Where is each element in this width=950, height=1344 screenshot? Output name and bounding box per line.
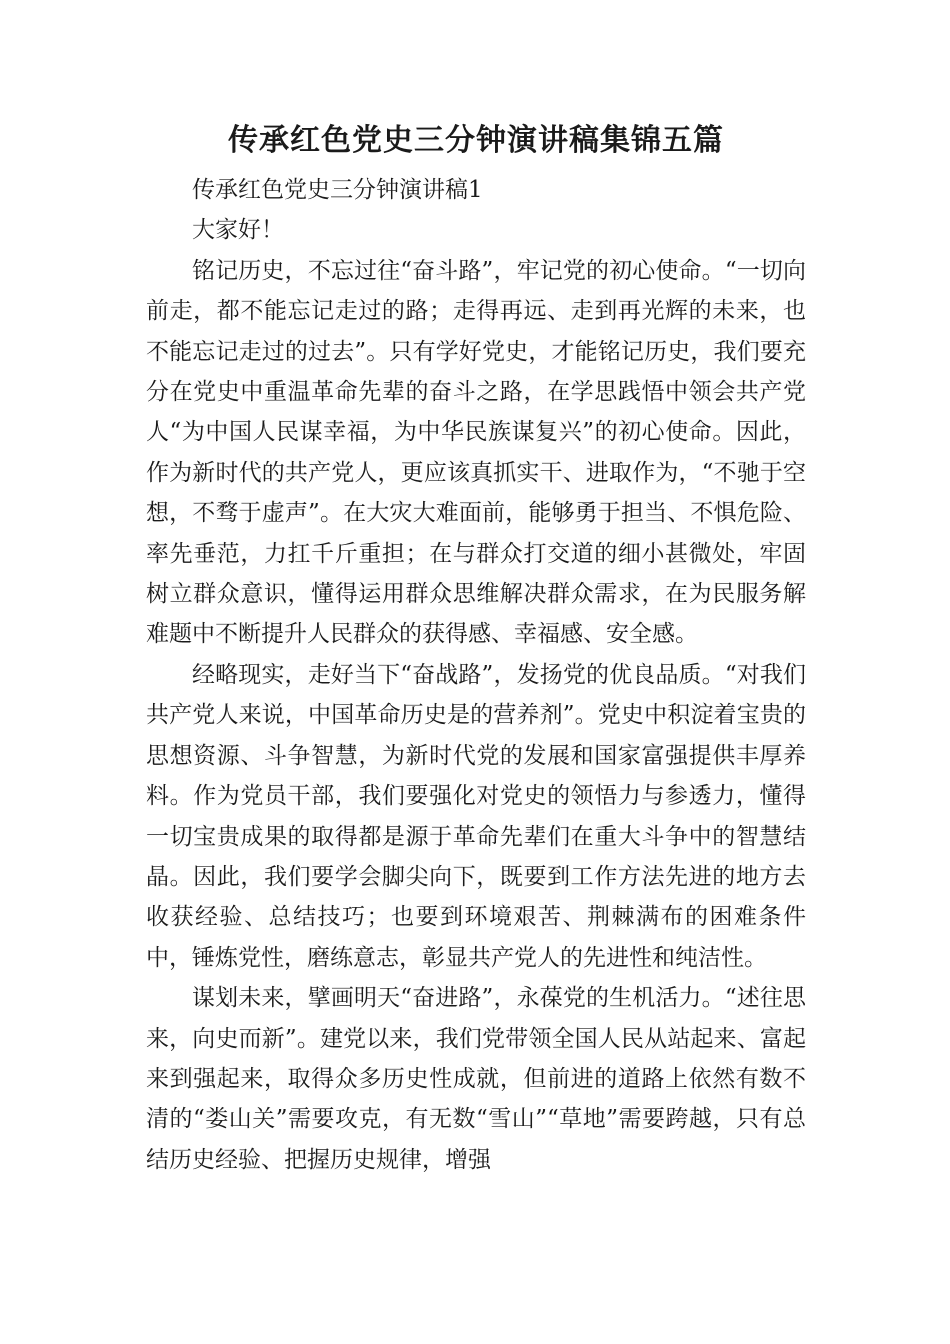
document-title: 传承红色党史三分钟演讲稿集锦五篇: [228, 123, 724, 158]
paragraph-3: 谋划未来，擘画明天“奋进路”，永葆党的生机活力。“述往思来，向史而新”。建党以来，我们党带领全国人民从站起来、富起来到强起来，取得众多历史性成就，但前进的道路上依然有数不清的“娄山关”需要攻克，有无数“雪山”“草地”需要跨越，只有总结历史经验、把握历史规律，增强: [146, 985, 806, 1173]
paragraph-1: 铭记历史，不忘过往“奋斗路”，牢记党的初心使命。“一切向前走，都不能忘记走过的路；走得再远、走到再光辉的未来，也不能忘记走过的过去”。只有学好党史，才能铭记历史，我们要充分在党史中重温革命先辈的奋斗之路，在学思践悟中领会共产党人“为中国人民谋幸福，为中华民族谋复兴”的初心使命。因此，作为新时代的共产党人，更应该真抓实干、进取作为，“不驰于空想，不骛于虚声”。在大灾大难面前，能够勇于担当、不惧危险、率先垂范，力扛千斤重担；在与群众打交道的细小甚微处，牢固树立群众意识，懂得运用群众思维解决群众需求，在为民服务解难题中不断提升人民群众的获得感、幸福感、安全感。: [146, 257, 806, 648]
document-page: [146, 118, 806, 1180]
paragraph-2: 经略现实，走好当下“奋战路”，发扬党的优良品质。“对我们共产党人来说，中国革命历史是的营养剂”。党史中积淀着宝贵的思想资源、斗争智慧，为新时代党的发展和国家富强提供丰厚养料。作为党员干部，我们要强化对党史的领悟力与参透力，懂得一切宝贵成果的取得都是源于革命先辈们在重大斗争中的智慧结晶。因此，我们要学会脚尖向下，既要到工作方法先进的地方去收获经验、总结技巧；也要到环境艰苦、荆棘满布的困难条件中，锤炼党性，磨练意志，彰显共产党人的先进性和纯洁性。: [146, 661, 806, 971]
greeting: 大家好！: [192, 217, 284, 244]
speech-subtitle: 传承红色党史三分钟演讲稿1: [192, 177, 483, 203]
